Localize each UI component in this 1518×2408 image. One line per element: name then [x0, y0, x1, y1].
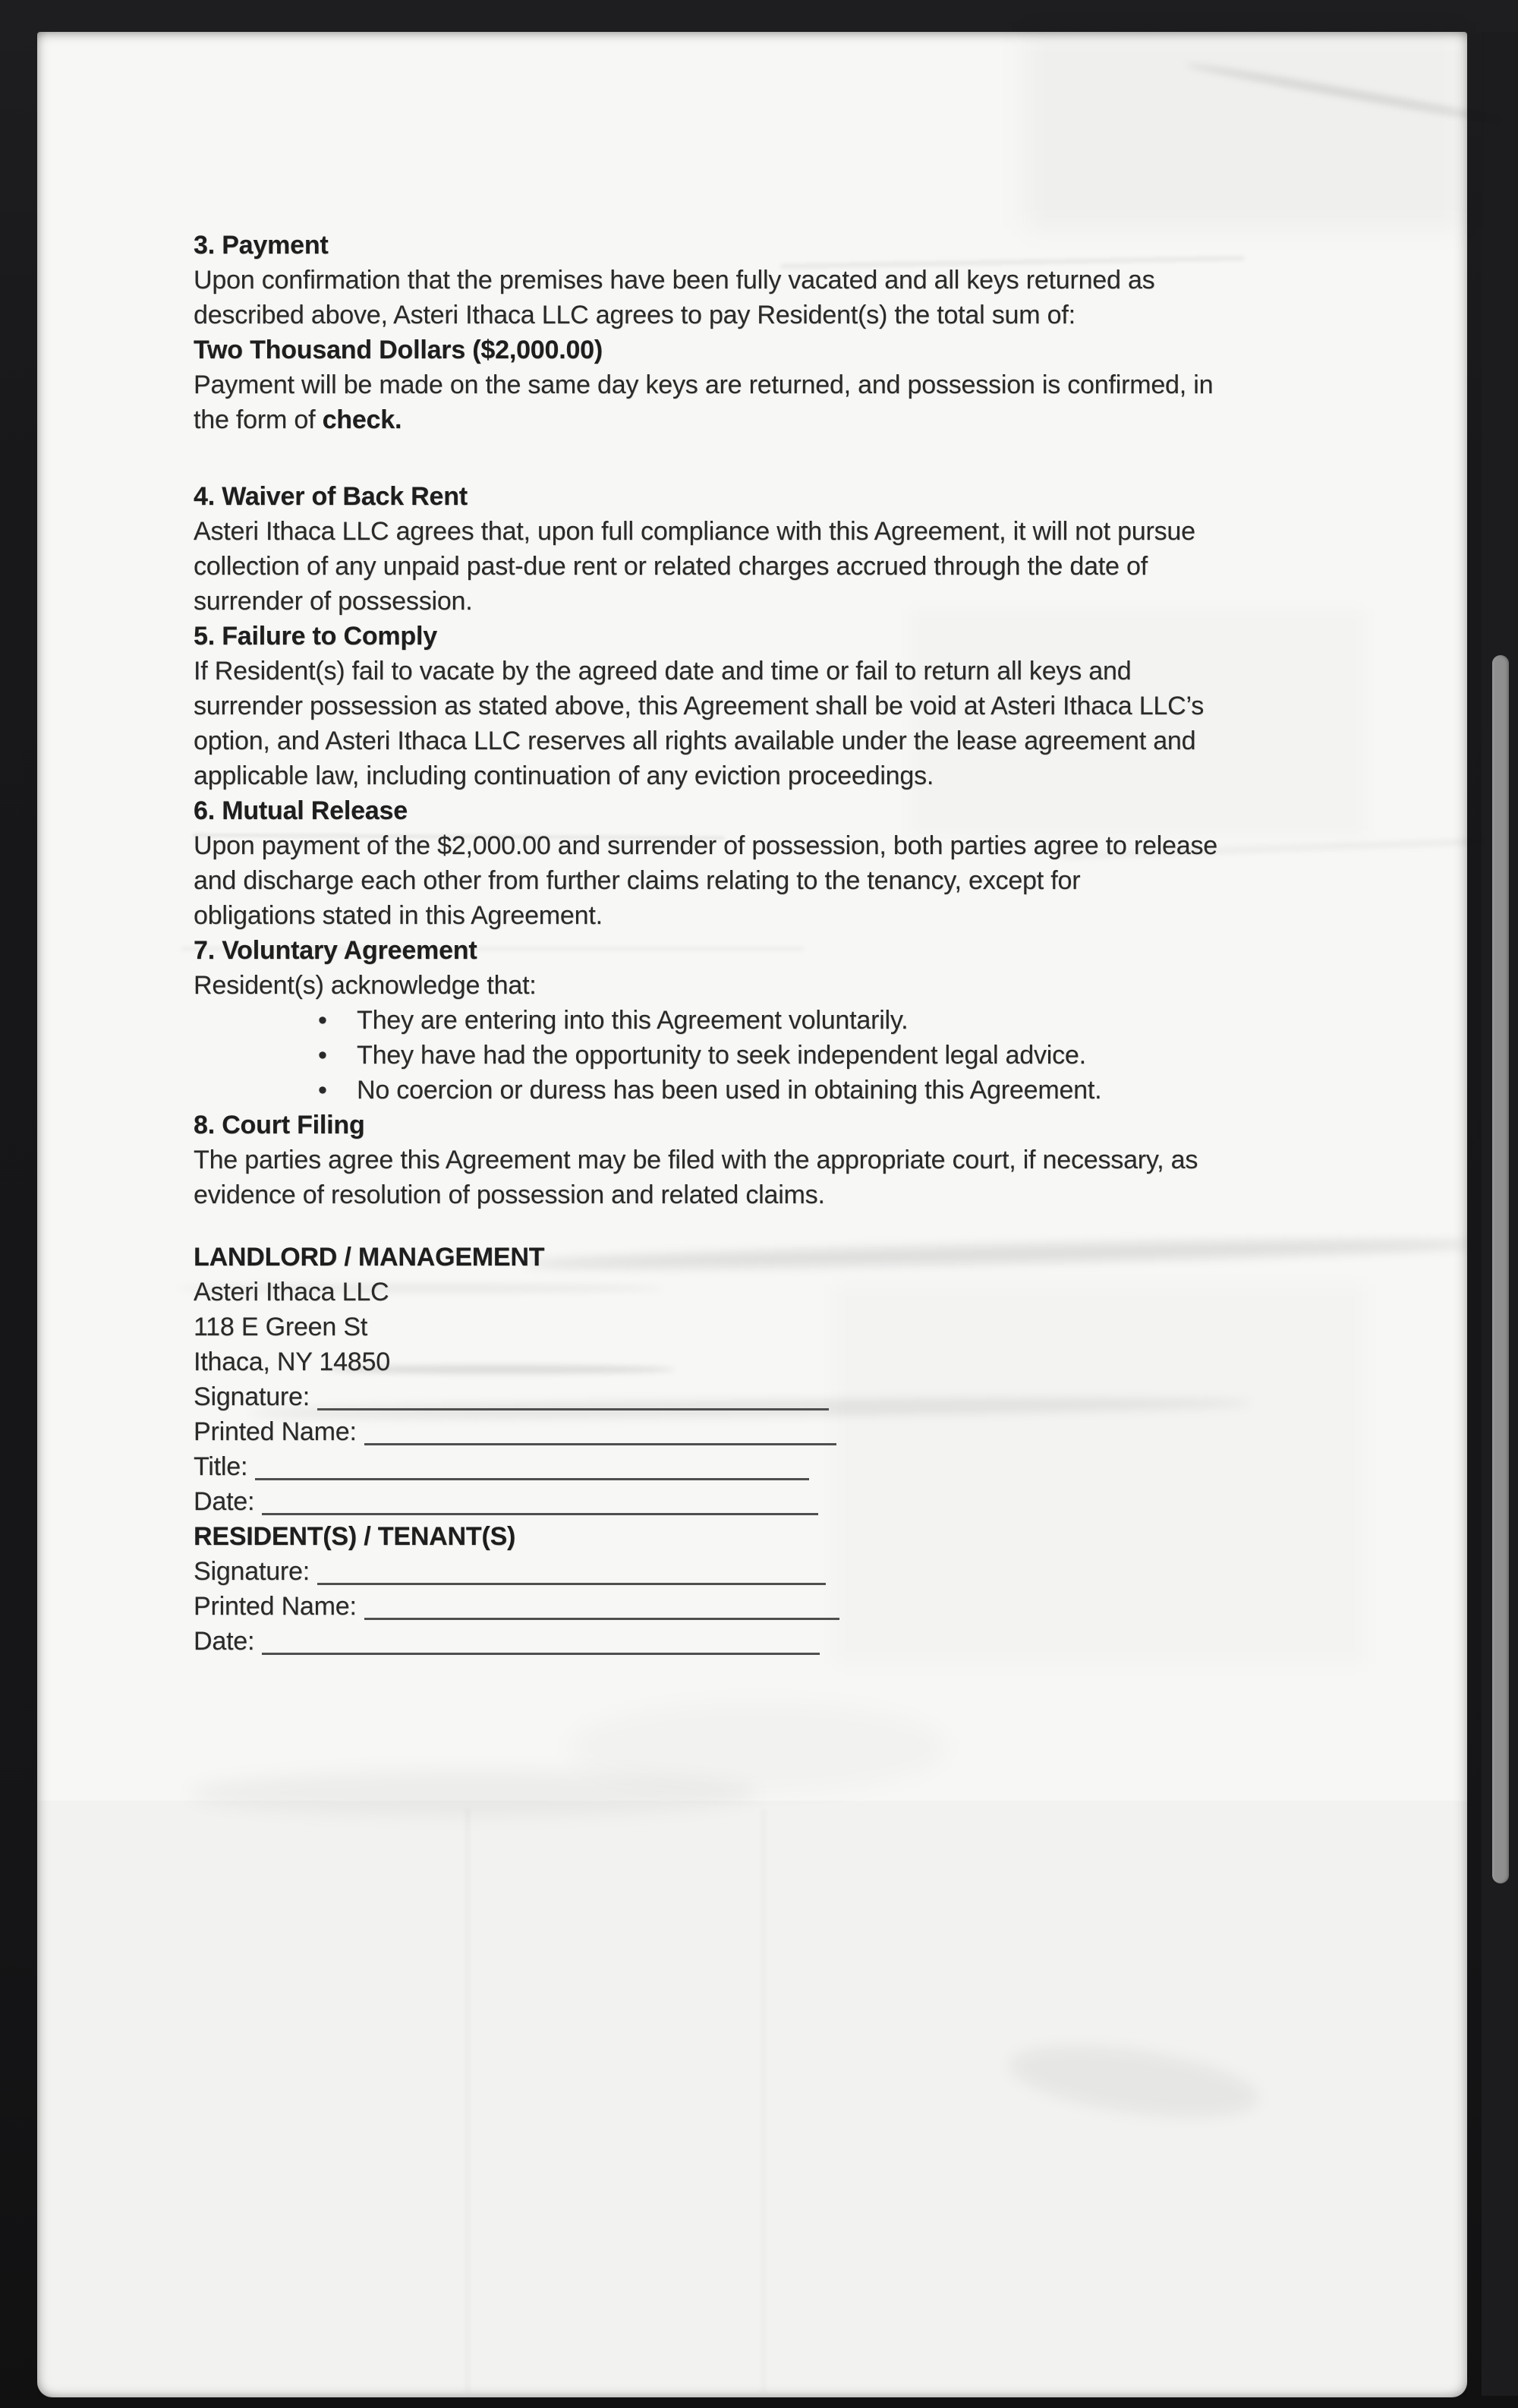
title-blank-line: [255, 1449, 809, 1480]
body-line: and discharge each other from further claims relating to the tenancy, except for: [194, 866, 1081, 895]
body-line: Upon confirmation that the premises have been fully vacated and all keys returned as: [194, 266, 1155, 295]
body-line: applicable law, including continuation of any eviction proceedings.: [194, 761, 934, 790]
body-line: Payment will be made on the same day keys are returned, and possession is confirmed, in: [194, 370, 1214, 399]
section-7-heading: 7. Voluntary Agreement: [194, 936, 477, 965]
scanned-document-page: [37, 32, 1467, 2397]
section-gap: [194, 1212, 1437, 1240]
printed-name-blank-line: [364, 1414, 836, 1445]
resident-printed-name-row: [194, 1589, 839, 1624]
section-gap: [194, 437, 1437, 479]
resident-heading: RESIDENT(S) / TENANT(S): [194, 1522, 516, 1551]
bullet-item: [194, 1038, 1437, 1073]
body-line: obligations stated in this Agreement.: [194, 901, 603, 930]
landlord-printed-name-row: [194, 1414, 836, 1449]
body-line: [194, 402, 1437, 437]
signature-label: Signature:: [194, 1557, 310, 1586]
body-line: option, and Asteri Ithaca LLC reserves all rights available under the lease agreement and: [194, 726, 1196, 755]
body-line: evidence of resolution of possession and related claims.: [194, 1180, 825, 1209]
body-line: collection of any unpaid past-due rent or related charges accrued through the date of: [194, 552, 1148, 581]
date-label: Date:: [194, 1487, 255, 1516]
body-line: Resident(s) acknowledge that:: [194, 971, 537, 1000]
body-line: described above, Asteri Ithaca LLC agrees to pay Resident(s) the total sum of:: [194, 301, 1076, 329]
bullet-text: They are entering into this Agreement voluntarily.: [357, 1006, 909, 1035]
landlord-heading: LANDLORD / MANAGEMENT: [194, 1243, 545, 1272]
scrollbar-thumb[interactable]: [1492, 655, 1509, 1883]
body-text: the form of: [194, 405, 323, 434]
date-label: Date:: [194, 1627, 255, 1656]
payment-amount: Two Thousand Dollars ($2,000.00): [194, 336, 603, 364]
landlord-address-line: Ithaca, NY 14850: [194, 1347, 390, 1376]
body-line: If Resident(s) fail to vacate by the agreed date and time or fail to return all keys and: [194, 657, 1132, 686]
landlord-title-row: [194, 1449, 809, 1484]
printed-name-label: Printed Name:: [194, 1592, 357, 1621]
bullet-dot-icon: •: [318, 1041, 327, 1070]
signature-blank-line: [317, 1379, 829, 1410]
bullet-text: No coercion or duress has been used in obtaining this Agreement.: [357, 1076, 1102, 1105]
body-line: Upon payment of the $2,000.00 and surrender of possession, both parties agree to release: [194, 831, 1217, 860]
body-line: surrender of possession.: [194, 587, 473, 616]
resident-date-row: [194, 1624, 820, 1659]
printed-name-blank-line: [364, 1589, 839, 1620]
bullet-dot-icon: •: [318, 1006, 327, 1035]
landlord-company: Asteri Ithaca LLC: [194, 1278, 389, 1306]
section-6-heading: 6. Mutual Release: [194, 796, 408, 825]
fold-line: [762, 1808, 765, 2393]
landlord-signature-row: [194, 1379, 829, 1414]
landlord-date-row: [194, 1484, 818, 1519]
signature-blank-line: [317, 1554, 826, 1585]
bullet-text: They have had the opportunity to seek independent legal advice.: [357, 1041, 1086, 1070]
date-blank-line: [262, 1624, 820, 1655]
signature-label: Signature:: [194, 1382, 310, 1411]
landlord-address-line: 118 E Green St: [194, 1313, 368, 1341]
section-4-heading: 4. Waiver of Back Rent: [194, 482, 468, 511]
section-3-heading: 3. Payment: [194, 231, 329, 260]
bullet-item: [194, 1003, 1437, 1038]
resident-signature-row: [194, 1554, 826, 1589]
title-label: Title:: [194, 1452, 248, 1481]
document-text: [37, 32, 1467, 1659]
printed-name-label: Printed Name:: [194, 1417, 357, 1446]
payment-method: check.: [322, 405, 402, 434]
body-line: The parties agree this Agreement may be filed with the appropriate court, if necessary, as: [194, 1146, 1198, 1174]
body-line: Asteri Ithaca LLC agrees that, upon full compliance with this Agreement, it will not pursue: [194, 517, 1195, 546]
bullet-item: [194, 1073, 1437, 1108]
scan-wisp: [1006, 2034, 1262, 2129]
section-5-heading: 5. Failure to Comply: [194, 622, 437, 651]
bullet-dot-icon: •: [318, 1076, 327, 1105]
scan-wisp: [189, 1770, 758, 1816]
section-8-heading: 8. Court Filing: [194, 1111, 365, 1139]
body-line: surrender possession as stated above, this Agreement shall be void at Asteri Ithaca LLC’s: [194, 692, 1205, 720]
paper-tone-shade: [37, 1801, 1467, 2397]
scan-wisp: [568, 1702, 948, 1793]
date-blank-line: [262, 1484, 818, 1515]
fold-line: [466, 1808, 469, 2393]
